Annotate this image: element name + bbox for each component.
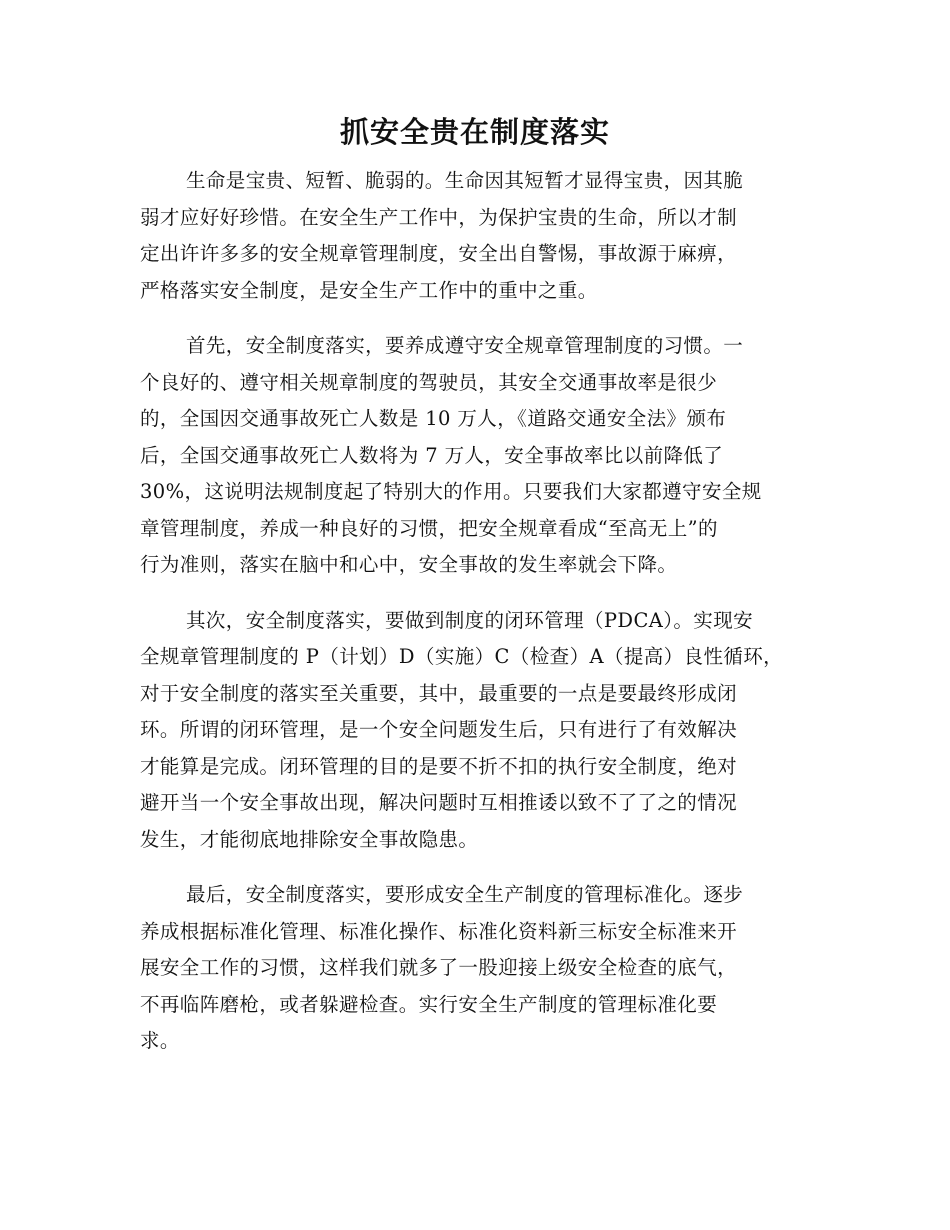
text-line: 章管理制度，养成一种良好的习惯，把安全规章看成“至高无上”的 [140,516,718,540]
text-line: 定出许许多多的安全规章管理制度，安全出自警惕，事故源于麻痹， [140,242,738,265]
text-line: 环。所谓的闭环管理，是一个安全问题发生后，只有进行了有效解决 [140,718,738,741]
text-line: 生命是宝贵、短暂、脆弱的。生命因其短暂才显得宝贵，因其脆 [186,169,744,192]
text-line: 最后，安全制度落实，要形成安全生产制度的管理标准化。逐步 [186,883,744,906]
document-body [140,163,808,1079]
text-line: 才能算是完成。闭环管理的目的是要不折不扣的执行安全制度，绝对 [140,754,738,778]
text-line: 求。 [140,1029,180,1052]
text-line: 全规章管理制度的 P（计划）D（实施）C（检查）A（提高）良性循环， [140,645,784,668]
text-line: 发生，才能彻底地排除安全事故隐患。 [140,827,479,851]
text-line: 后，全国交通事故死亡人数将为 7 万人，安全事故率比以前降低了 [140,443,724,467]
text-line: 30%，这说明法规制度起了特别大的作用。只要我们大家都遵守安全规 [140,480,762,503]
text-line: 个良好的、遵守相关规章制度的驾驶员，其安全交通事故率是很少 [140,370,718,394]
text-line: 其次，安全制度落实，要做到制度的闭环管理（PDCA）。实现安 [186,608,754,632]
text-line: 不再临阵磨枪，或者躲避检查。实行安全生产制度的管理标准化要 [140,992,718,1016]
paragraph-3 [140,603,808,859]
text-line: 展安全工作的习惯，这样我们就多了一股迎接上级安全检查的底气， [140,956,738,979]
paragraph-4 [140,877,808,1060]
text-line: 的，全国因交通事故死亡人数是 10 万人，《道路交通安全法》颁布 [140,407,727,430]
text-line: 严格落实安全制度，是安全生产工作中的重中之重。 [140,278,598,302]
text-line: 避开当一个安全事故出现，解决问题时互相推诿以致不了了之的情况 [140,791,738,814]
paragraph-2 [140,328,808,584]
text-line: 弱才应好好珍惜。在安全生产工作中，为保护宝贵的生命，所以才制 [140,205,738,229]
text-line: 养成根据标准化管理、标准化操作、标准化资料新三标安全标准来开 [140,919,738,943]
text-line: 首先，安全制度落实，要养成遵守安全规章管理制度的习惯。一 [186,334,744,357]
paragraph-1 [140,163,808,309]
document-title: 抓安全贵在制度落实 [339,115,610,149]
text-line: 行为准则，落实在脑中和心中，安全事故的发生率就会下降。 [140,553,678,576]
text-line: 对于安全制度的落实至关重要，其中，最重要的一点是要最终形成闭 [140,681,738,705]
